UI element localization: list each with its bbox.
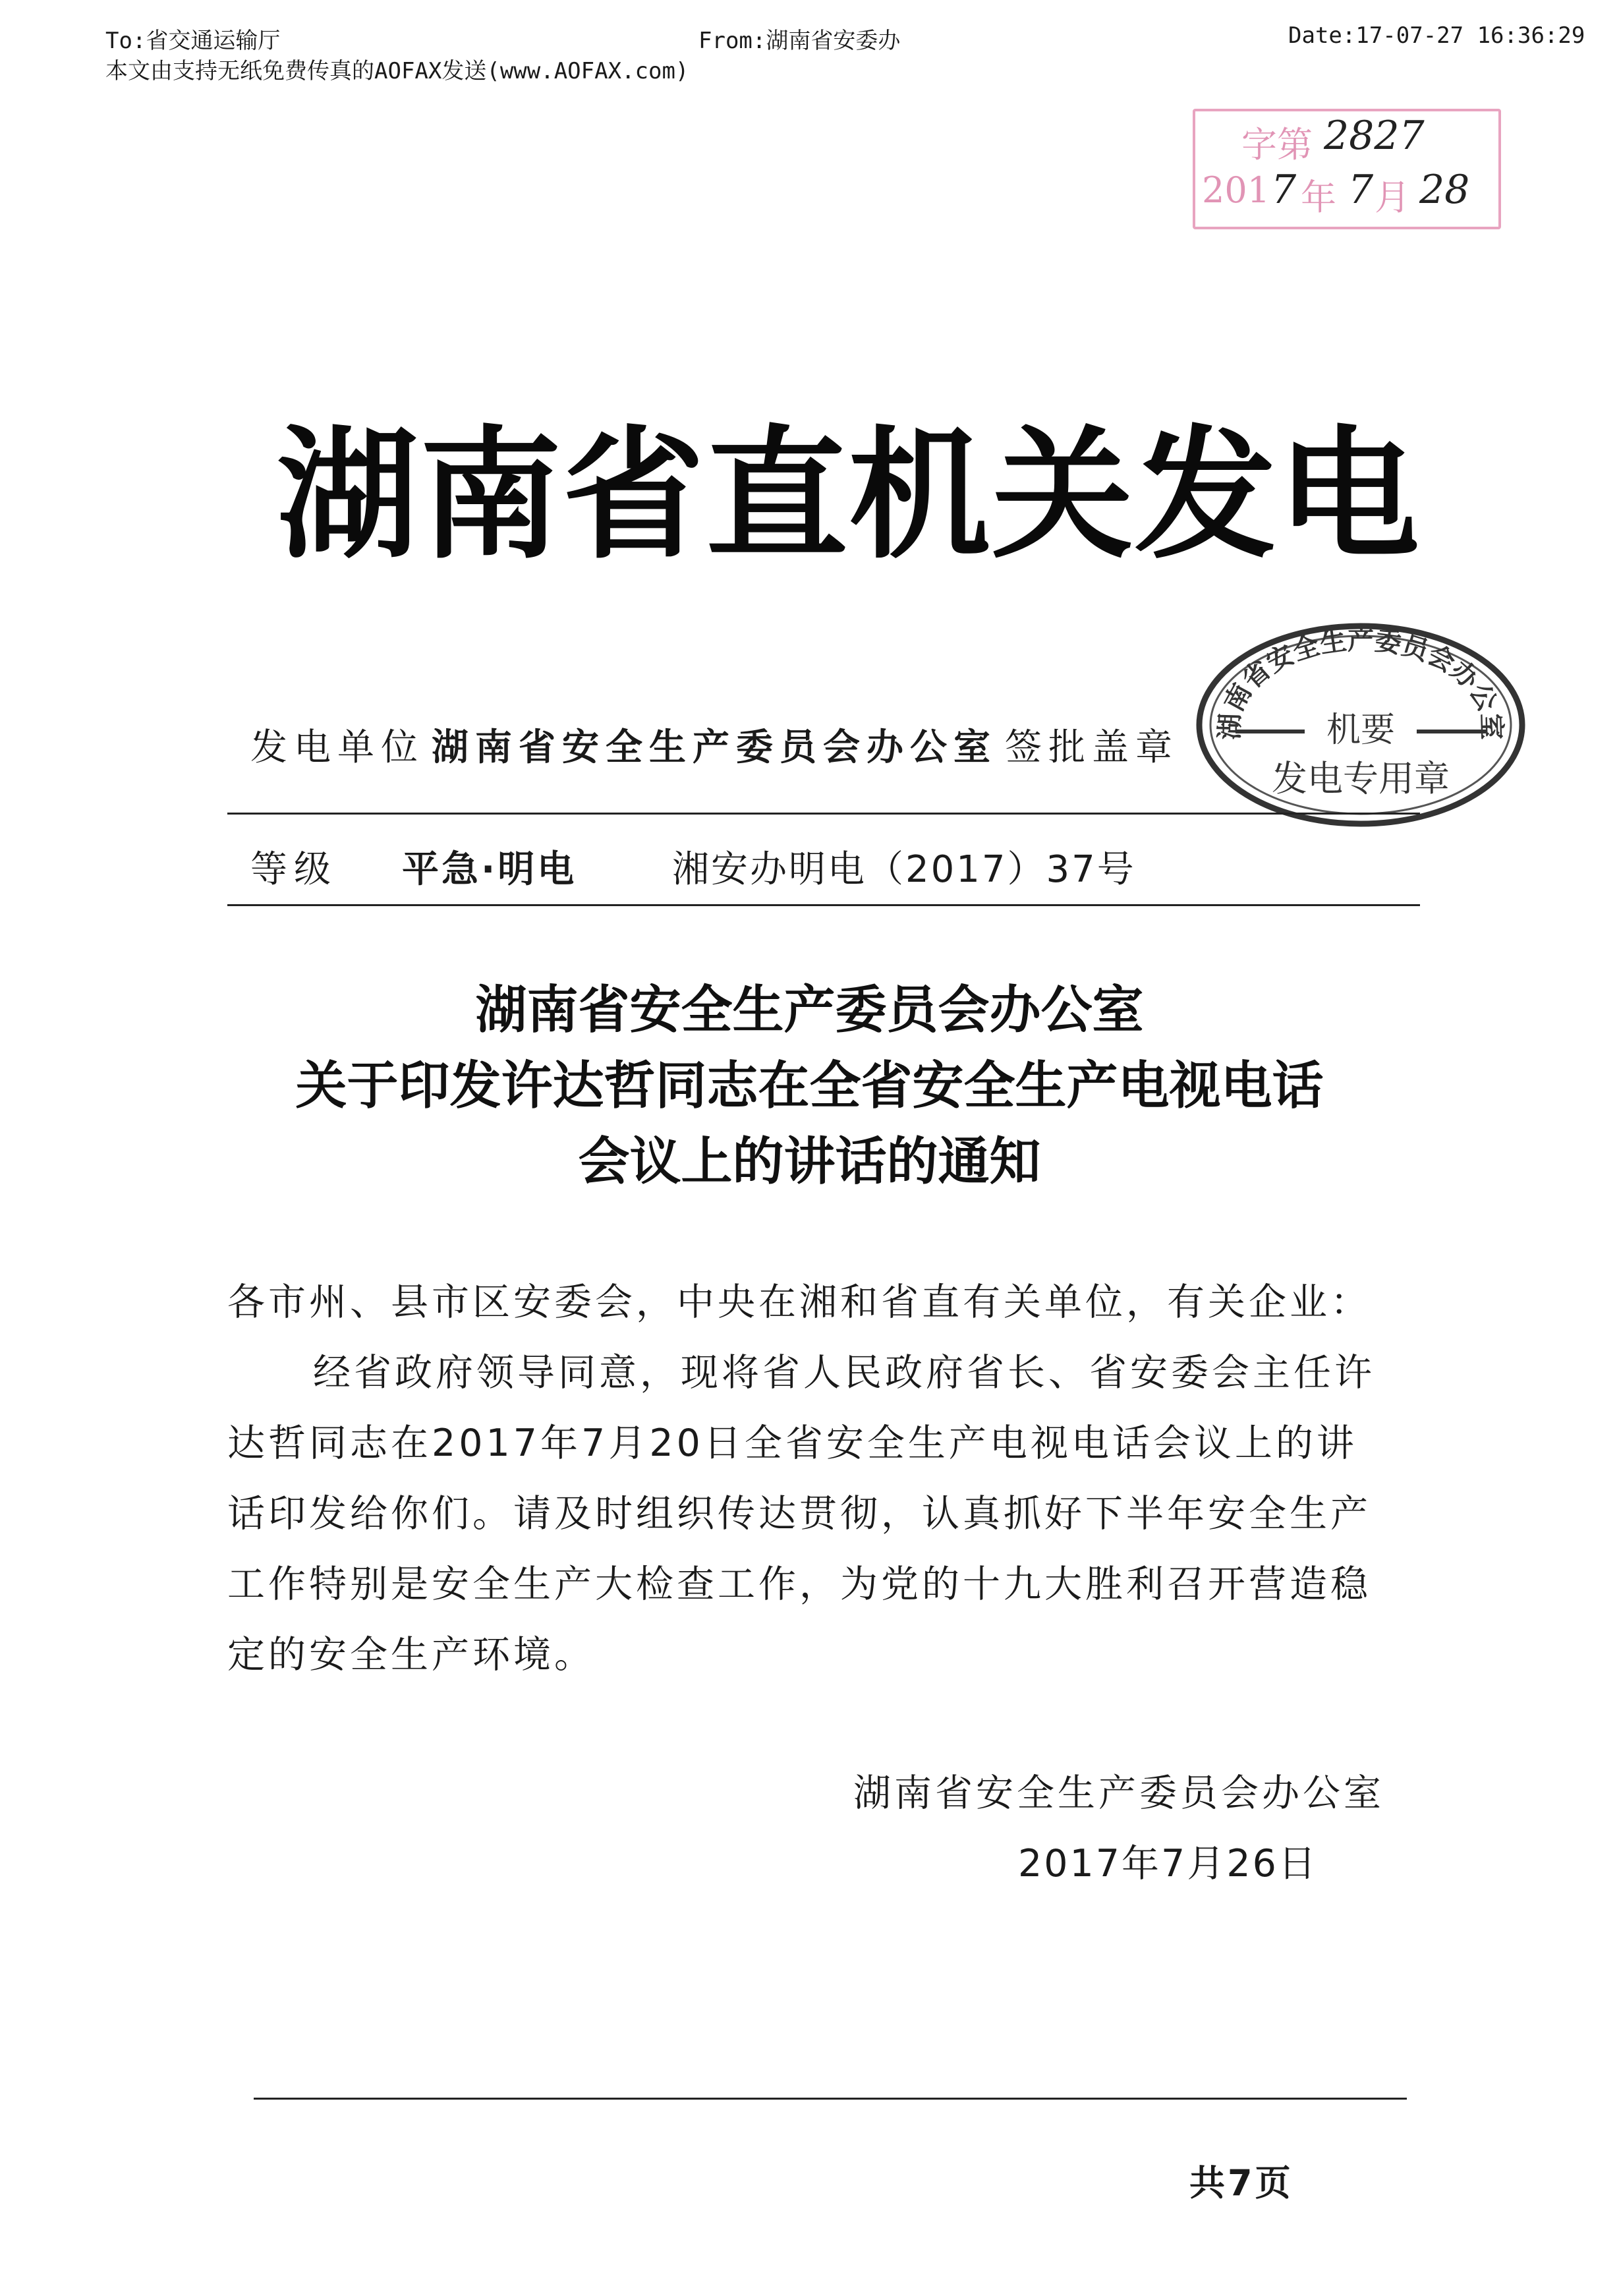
- receipt-year-printed: 201: [1202, 169, 1270, 211]
- body-line: 工作特别是安全生产大检查工作，为党的十九大胜利召开营造稳: [227, 1563, 1371, 1606]
- body-line: 话印发给你们。请及时组织传达贯彻，认真抓好下半年安全生产: [227, 1492, 1371, 1535]
- fax-to: To:省交通运输厅: [105, 28, 281, 54]
- seal-ring-text: 湖南省安全生产委员会办公室: [1214, 625, 1507, 741]
- page-count: 共7页: [1189, 2162, 1293, 2204]
- seal-middle: 机要: [1326, 710, 1396, 750]
- signature-org: 湖南省安全生产委员会办公室: [853, 1771, 1384, 1815]
- receipt-number: 2827: [1324, 113, 1425, 159]
- document-number: 湘安办明电（2017）37号: [672, 848, 1136, 891]
- divider-bottom: [227, 904, 1420, 906]
- seal-bottom: 发电专用章: [1272, 758, 1450, 799]
- receipt-number-prefix: 字第: [1241, 124, 1313, 165]
- body-line: 定的安全生产环境。: [227, 1633, 595, 1677]
- sender-unit: 湖南省安全生产委员会办公室: [432, 726, 997, 769]
- footer-divider: [254, 2098, 1407, 2100]
- grade-label: 等级: [250, 848, 337, 891]
- fax-date: Date:17-07-27 16:36:29: [1288, 22, 1585, 49]
- doc-title-line3: 会议上的讲话的通知: [578, 1132, 1041, 1191]
- fax-from: From:湖南省安委办: [698, 28, 901, 54]
- doc-title-line2: 关于印发许达哲同志在全省安全生产电视电话: [295, 1056, 1324, 1116]
- signature-date: 2017年7月26日: [1018, 1842, 1318, 1885]
- receipt-day-hand: 28: [1419, 167, 1470, 213]
- fax-service-note: 本文由支持无纸免费传真的AOFAX发送(www.AOFAX.com): [105, 58, 689, 84]
- receipt-month-hand: 7: [1348, 167, 1374, 213]
- grade-level: 平急·明电: [402, 848, 577, 891]
- receipt-year-hand: 7: [1271, 167, 1297, 213]
- receipt-year-label: 年: [1301, 177, 1336, 218]
- sender-label: 发电单位: [250, 726, 424, 769]
- doc-title-line1: 湖南省安全生产委员会办公室: [475, 981, 1144, 1040]
- body-line: 经省政府领导同意，现将省人民政府省长、省安委会主任许: [313, 1351, 1375, 1394]
- divider-top: [227, 813, 1420, 815]
- addressee: 各市州、县市区安委会，中央在湘和省直有关单位，有关企业：: [227, 1280, 1371, 1324]
- approval-label: 签批盖章: [1005, 726, 1179, 769]
- receipt-stamp: [1193, 109, 1501, 229]
- receipt-month-label: 月: [1375, 177, 1410, 218]
- official-seal: [1189, 616, 1532, 830]
- body-line: 达哲同志在2017年7月20日全省安全生产电视电话会议上的讲: [227, 1421, 1357, 1465]
- telegram-title: 湖南省直机关发电: [277, 413, 1421, 578]
